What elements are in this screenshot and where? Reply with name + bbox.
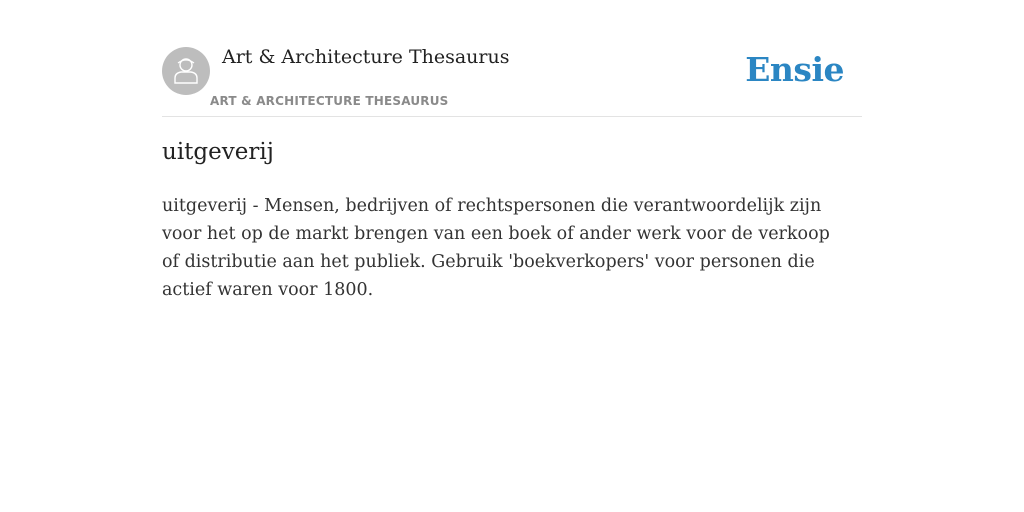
header [162,46,862,117]
user-icon [174,57,198,85]
definition-text: uitgeverij - Mensen, bedrijven of rechtspersonen die verantwoordelijk zijn voor het op de markt brengen van een boek of ander werk voor de verkoop of distributie aan het publiek. Gebruik 'boekverkopers' voor personen die actief waren voor 1800. [162,196,830,300]
page-title: uitgeverij [162,139,274,165]
source-label[interactable]: ART & ARCHITECTURE THESAURUS [210,94,449,108]
brand-logo[interactable]: Ensie [745,50,844,89]
avatar[interactable] [162,47,210,95]
author-name[interactable]: Art & Architecture Thesaurus [222,46,510,68]
